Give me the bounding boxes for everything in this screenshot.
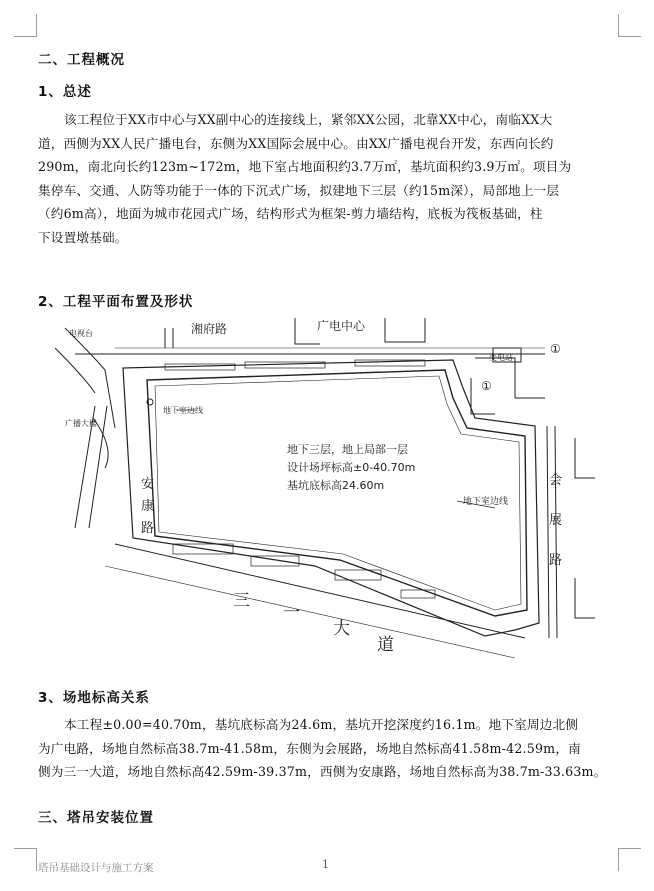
crop-mark-bottom-left bbox=[14, 848, 37, 871]
road-west-char: 康 bbox=[141, 499, 155, 514]
crop-mark-bottom-right bbox=[618, 848, 641, 871]
road-north-label: 湘府路 bbox=[191, 322, 228, 336]
plan-center-line2: 设计场坪标高±0-40.70m bbox=[287, 461, 416, 474]
elevation-line: 本工程±0.00=40.70m，基坑底标高为24.6m，基坑开挖深度约16.1m。地下室周边北侧 bbox=[64, 717, 579, 732]
road-south-char: 大 bbox=[333, 619, 350, 639]
elevation-paragraph bbox=[38, 713, 618, 784]
sub1-heading: 1、总述 bbox=[38, 84, 92, 100]
basement-line-east-label: 地下室边线 bbox=[463, 497, 509, 507]
road-east-char: 展 bbox=[549, 513, 563, 528]
overview-line: 道，西侧为XX人民广播电台，东侧为XX国际会展中心。由XX广播电视台开发，东西向长约 bbox=[38, 135, 554, 151]
elevation-line: 为广电路，场地自然标高38.7m-41.58m，东侧为会展路，场地自然标高41.58m-42.59m，南 bbox=[38, 740, 581, 756]
plan-center-line3: 基坑底标高24.60m bbox=[287, 479, 385, 492]
road-east-char: 路 bbox=[549, 553, 563, 568]
overview-line: （约6m高），地面为城市花园式广场，结构形式为框架-剪力墙结构，底板为筏板基础，柱 bbox=[38, 206, 543, 221]
road-edge-east bbox=[547, 426, 557, 638]
section3-heading: 三、塔吊安装位置 bbox=[38, 810, 154, 826]
elevation-line: 侧为三一大道，场地自然标高42.59m-39.37m，西侧为安康路，场地自然标高为38.7m-33.63m。 bbox=[38, 764, 607, 779]
building-west-label: 广播大楼 bbox=[65, 419, 97, 428]
overview-paragraph bbox=[38, 108, 618, 249]
sub2-heading: 2、工程平面布置及形状 bbox=[38, 294, 194, 310]
plan-center-line1: 地下三层，地上局部一层 bbox=[287, 443, 408, 456]
footer-doc-title: 塔吊基础设计与施工方案 bbox=[38, 862, 154, 874]
marker-symbol-east: ① bbox=[550, 342, 561, 356]
road-curve-nw bbox=[65, 328, 115, 428]
footer-page-number: 1 bbox=[322, 858, 329, 871]
road-south-char: 三 bbox=[233, 591, 250, 611]
sub3-heading: 3、场地标高关系 bbox=[38, 690, 150, 706]
road-south-char: 一 bbox=[283, 603, 300, 623]
overview-line: 该工程位于XX市中心与XX副中心的连接线上，紧邻XX公园，北靠XX中心，南临XX大 bbox=[64, 112, 553, 127]
road-west-char: 安 bbox=[141, 477, 155, 492]
site-plan-drawing bbox=[55, 318, 610, 676]
basement-line-west-label: 地下室边线 bbox=[163, 406, 203, 415]
overview-line: 290m，南北向长约123m~172m，地下室占地面积约3.7万㎡，基坑面积约3.9万㎡。项目为 bbox=[38, 159, 572, 174]
section2-heading: 二、工程概况 bbox=[38, 52, 125, 68]
road-south-char: 道 bbox=[377, 635, 394, 655]
marker-symbol-inner: ① bbox=[481, 379, 492, 393]
building-ne-label: 变电站 bbox=[489, 353, 513, 362]
overview-line: 集停车、交通、人防等功能于一体的下沉式广场，拟建地下三层（约15m深），局部地上一层 bbox=[38, 182, 560, 198]
overview-line: 下设置墩基础。 bbox=[38, 229, 128, 245]
crop-mark-top-right bbox=[618, 14, 641, 37]
road-west-char: 路 bbox=[141, 521, 155, 536]
road-east-char: 会 bbox=[549, 473, 563, 488]
building-north-label: 广电中心 bbox=[317, 319, 366, 333]
crop-mark-top-left bbox=[14, 14, 37, 37]
building-nw-label: 电视台 bbox=[69, 329, 93, 338]
